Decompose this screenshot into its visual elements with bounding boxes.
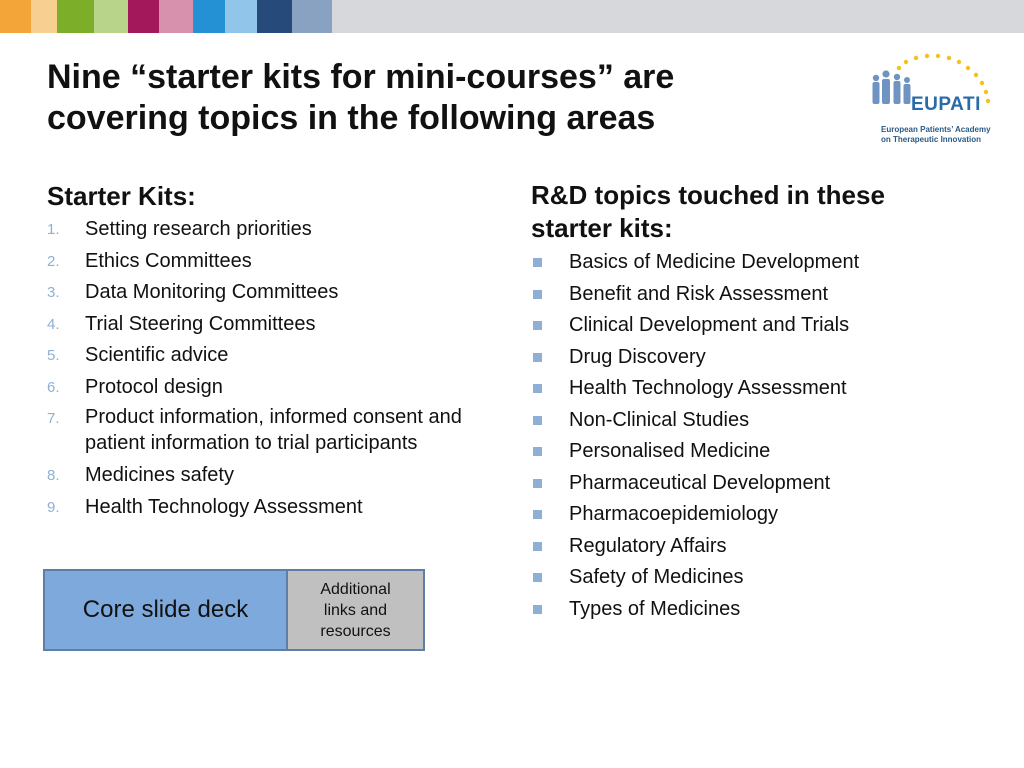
list-item [531, 564, 1001, 590]
square-bullet-icon [533, 416, 542, 425]
list-item [531, 407, 1001, 433]
list-item [531, 438, 1001, 464]
people-figures-icon [873, 70, 911, 104]
square-bullet-icon [533, 573, 542, 582]
rd-topics-column [531, 179, 1001, 627]
logo-wordmark: EUPATI [911, 94, 981, 115]
list-number: 9. [47, 498, 60, 516]
list-number: 4. [47, 315, 60, 333]
list-item [47, 342, 487, 368]
list-item [47, 494, 487, 520]
list-item-text: Types of Medicines [569, 597, 741, 620]
additional-resources-line: Additional [320, 580, 391, 598]
eupati-logo [866, 52, 1006, 148]
list-number: 1. [47, 221, 60, 238]
strip-segment [0, 0, 31, 33]
list-number: 3. [47, 284, 60, 301]
list-item-text: Setting research priorities [85, 218, 312, 240]
additional-resources-line: links and [323, 601, 388, 619]
list-item-text: Drug Discovery [569, 345, 706, 368]
list-number: 6. [47, 378, 60, 396]
strip-segment [332, 0, 1024, 33]
rd-topics-heading [531, 179, 1001, 245]
list-item-text: Product information, informed consent and patient information to trial participants [85, 406, 462, 454]
strip-segment [159, 0, 193, 33]
list-item [531, 596, 1001, 622]
list-item [47, 374, 487, 400]
list-number: 7. [47, 410, 60, 427]
rd-topics-heading-line: R&D topics touched in these [531, 180, 885, 210]
list-item [47, 216, 487, 242]
logo-subtitle [881, 125, 1011, 145]
list-item-text: Regulatory Affairs [569, 534, 727, 557]
list-item [531, 249, 1001, 275]
list-item-text: Non-Clinical Studies [569, 408, 750, 431]
additional-resources-line: resources [320, 622, 391, 640]
starter-kits-heading: Starter Kits: [47, 181, 196, 211]
additional-resources-box [288, 569, 425, 651]
starter-kits-column [47, 180, 487, 525]
strip-segment [128, 0, 159, 33]
list-item [47, 462, 487, 488]
list-item-text: Data Monitoring Committees [85, 281, 339, 303]
strip-segment [292, 0, 332, 33]
square-bullet-icon [533, 510, 542, 519]
slide-title-line: covering topics in the following areas [47, 99, 656, 137]
rd-topics-list [531, 249, 1001, 622]
square-bullet-icon [533, 542, 542, 551]
list-item [531, 533, 1001, 559]
list-item [531, 344, 1001, 370]
strip-segment [225, 0, 257, 33]
list-item-text: Pharmaceutical Development [569, 471, 831, 494]
square-bullet-icon [533, 605, 542, 614]
slide-title [47, 57, 847, 139]
deck-diagram [43, 569, 425, 651]
square-bullet-icon [533, 447, 542, 456]
list-item-text: Benefit and Risk Assessment [569, 282, 829, 305]
square-bullet-icon [533, 321, 542, 330]
list-item-text: Scientific advice [85, 344, 229, 366]
strip-segment [257, 0, 292, 33]
list-item [47, 248, 487, 274]
square-bullet-icon [533, 479, 542, 488]
strip-segment [31, 0, 57, 33]
list-item-text: Personalised Medicine [569, 440, 771, 462]
list-item-text: Basics of Medicine Development [569, 251, 860, 273]
list-number: 5. [47, 347, 60, 364]
list-number: 2. [47, 252, 60, 270]
logo-subtitle-line: on Therapeutic Innovation [881, 135, 982, 144]
list-item [531, 281, 1001, 307]
starter-kits-list [47, 216, 487, 520]
list-item [531, 501, 1001, 527]
list-item-text: Safety of Medicines [569, 566, 744, 588]
list-item-text: Clinical Development and Trials [569, 314, 850, 336]
logo-subtitle-line: European Patients’ Academy [881, 125, 991, 134]
list-item [531, 375, 1001, 401]
additional-resources-label [320, 579, 390, 642]
list-item [531, 470, 1001, 496]
slide-title-line: Nine “starter kits for mini-courses” are [47, 58, 675, 96]
core-slide-deck-box [43, 569, 288, 651]
list-item-text: Pharmacoepidemiology [569, 503, 779, 525]
header-color-strip [0, 0, 1024, 33]
square-bullet-icon [533, 258, 542, 267]
strip-segment [57, 0, 94, 33]
list-item-text: Health Technology Assessment [85, 495, 363, 518]
list-item [47, 405, 487, 456]
list-item-text: Ethics Committees [85, 249, 252, 272]
list-item-text: Protocol design [85, 375, 223, 398]
square-bullet-icon [533, 290, 542, 299]
list-item-text: Medicines safety [85, 464, 234, 486]
square-bullet-icon [533, 384, 542, 393]
square-bullet-icon [533, 353, 542, 362]
list-item-text: Health Technology Assessment [569, 377, 847, 399]
core-slide-deck-label: Core slide deck [82, 596, 249, 623]
strip-segment [193, 0, 225, 33]
strip-segment [94, 0, 128, 33]
list-item [47, 311, 487, 337]
list-number: 8. [47, 467, 60, 484]
rd-topics-heading-line: starter kits: [531, 213, 673, 243]
list-item [47, 279, 487, 305]
list-item-text: Trial Steering Committees [85, 312, 316, 335]
list-item [531, 312, 1001, 338]
